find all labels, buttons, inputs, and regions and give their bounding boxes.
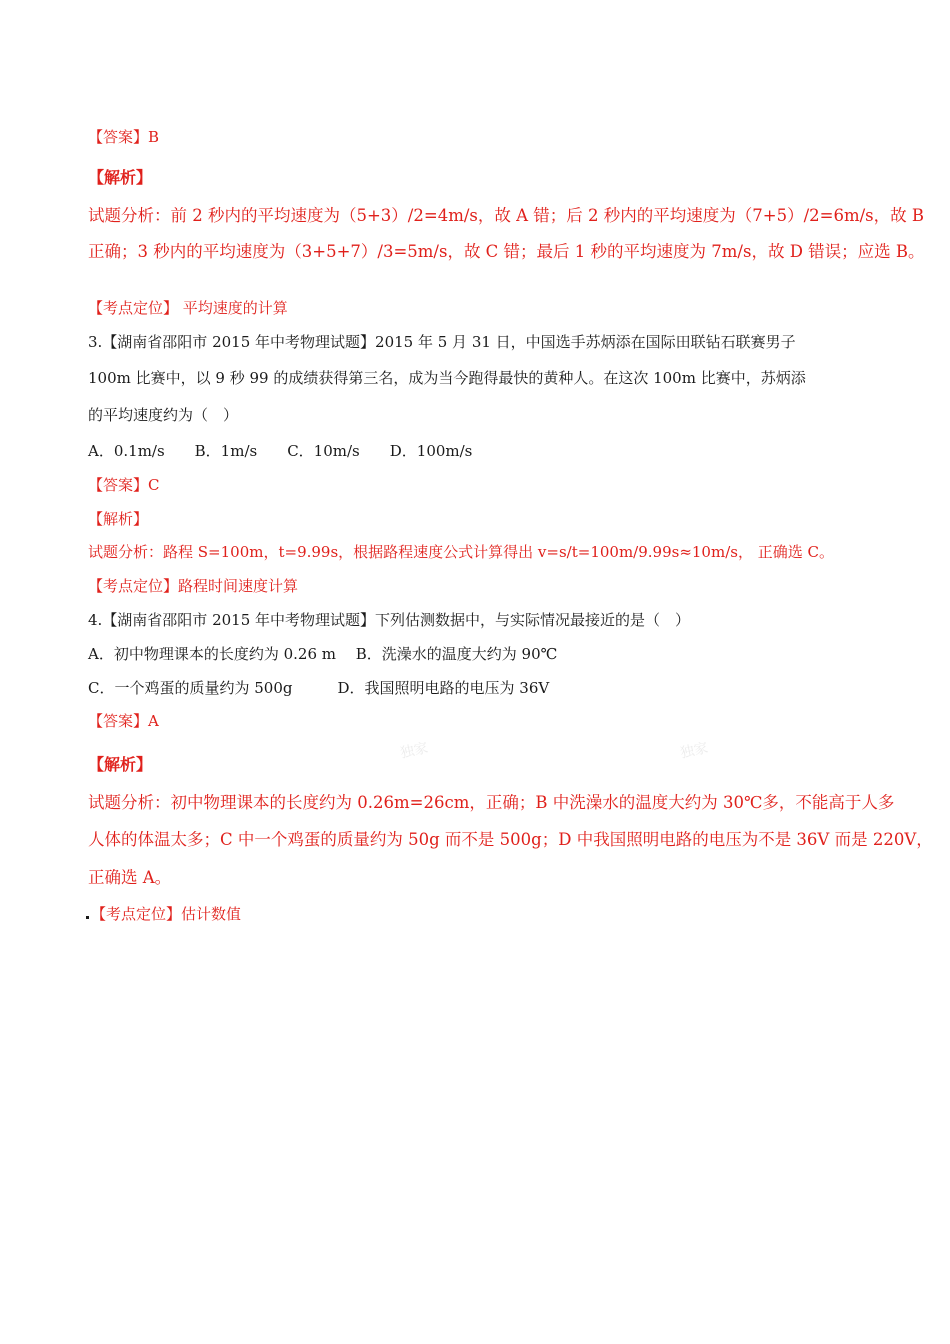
q2-point-label: 【考点定位】 — [88, 299, 179, 317]
q2-point — [88, 298, 288, 318]
q3-analysis-line1: 试题分析：路程 S=100m，t=9.99s，根据路程速度公式计算得出 v=s/t=100m/9.99s≈10m/s， 正确选 C。 — [88, 543, 834, 561]
watermark: 独家 — [678, 740, 710, 762]
q4-point-label: 【考点定位】 — [91, 905, 182, 923]
q3-stem-line1: 3.【湖南省邵阳市 2015 年中考物理试题】2015 年 5 月 31 日，中国选手苏炳添在国际田联钻石联赛男子 — [88, 333, 796, 351]
q3-stem-line2: 100m 比赛中，以 9 秒 99 的成绩获得第三名，成为当今跑得最快的黄种人。在这次 100m 比赛中，苏炳添 — [88, 369, 806, 387]
q4-options-line1: A．初中物理课本的长度约为 0.26 m B．洗澡水的温度大约为 90℃ — [88, 645, 558, 663]
q4-analysis-line3: 正确选 A。 — [88, 868, 172, 887]
q2-answer: 【答案】B — [88, 128, 160, 146]
q2-analysis-label: 【解析】 — [88, 168, 153, 187]
q3-stem-line3: 的平均速度约为（ ） — [88, 406, 239, 424]
q4-point — [86, 904, 241, 924]
q3-answer: 【答案】C — [88, 476, 160, 494]
q3-point — [88, 576, 298, 596]
q2-analysis-line2: 正确；3 秒内的平均速度为（3+5+7）/3=5m/s，故 C 错；最后 1 秒的平均速度为 7m/s，故 D 错误；应选 B。 — [88, 242, 925, 261]
q4-stem-line1: 4.【湖南省邵阳市 2015 年中考物理试题】下列估测数据中，与实际情况最接近的是（ ） — [88, 611, 691, 629]
q4-analysis-label: 【解析】 — [88, 755, 153, 774]
q4-analysis-line2: 人体的体温太多；C 中一个鸡蛋的质量约为 50g 而不是 500g；D 中我国照明电路的电压为不是 36V 而是 220V， — [88, 830, 933, 849]
q4-answer: 【答案】A — [88, 712, 159, 730]
q4-point-text: 估计数值 — [181, 905, 242, 923]
q3-point-label: 【考点定位】 — [88, 577, 179, 595]
bullet-dot-icon — [86, 916, 89, 919]
q2-analysis-line1: 试题分析：前 2 秒内的平均速度为（5+3）/2=4m/s，故 A 错；后 2 秒内的平均速度为（7+5）/2=6m/s，故 B — [88, 206, 924, 225]
q2-point-text: 平均速度的计算 — [182, 299, 288, 317]
q3-options: A．0.1m/s B．1m/s C．10m/s D．100m/s — [88, 442, 473, 460]
q3-analysis-label: 【解析】 — [88, 510, 149, 528]
watermark: 独家 — [398, 740, 430, 762]
q3-point-text: 路程时间速度计算 — [178, 577, 299, 595]
q4-analysis-line1: 试题分析：初中物理课本的长度约为 0.26m=26cm，正确；B 中洗澡水的温度大约为 30℃多，不能高于人多 — [88, 793, 895, 812]
q4-options-line2: C．一个鸡蛋的质量约为 500g D．我国照明电路的电压为 36V — [88, 679, 550, 697]
